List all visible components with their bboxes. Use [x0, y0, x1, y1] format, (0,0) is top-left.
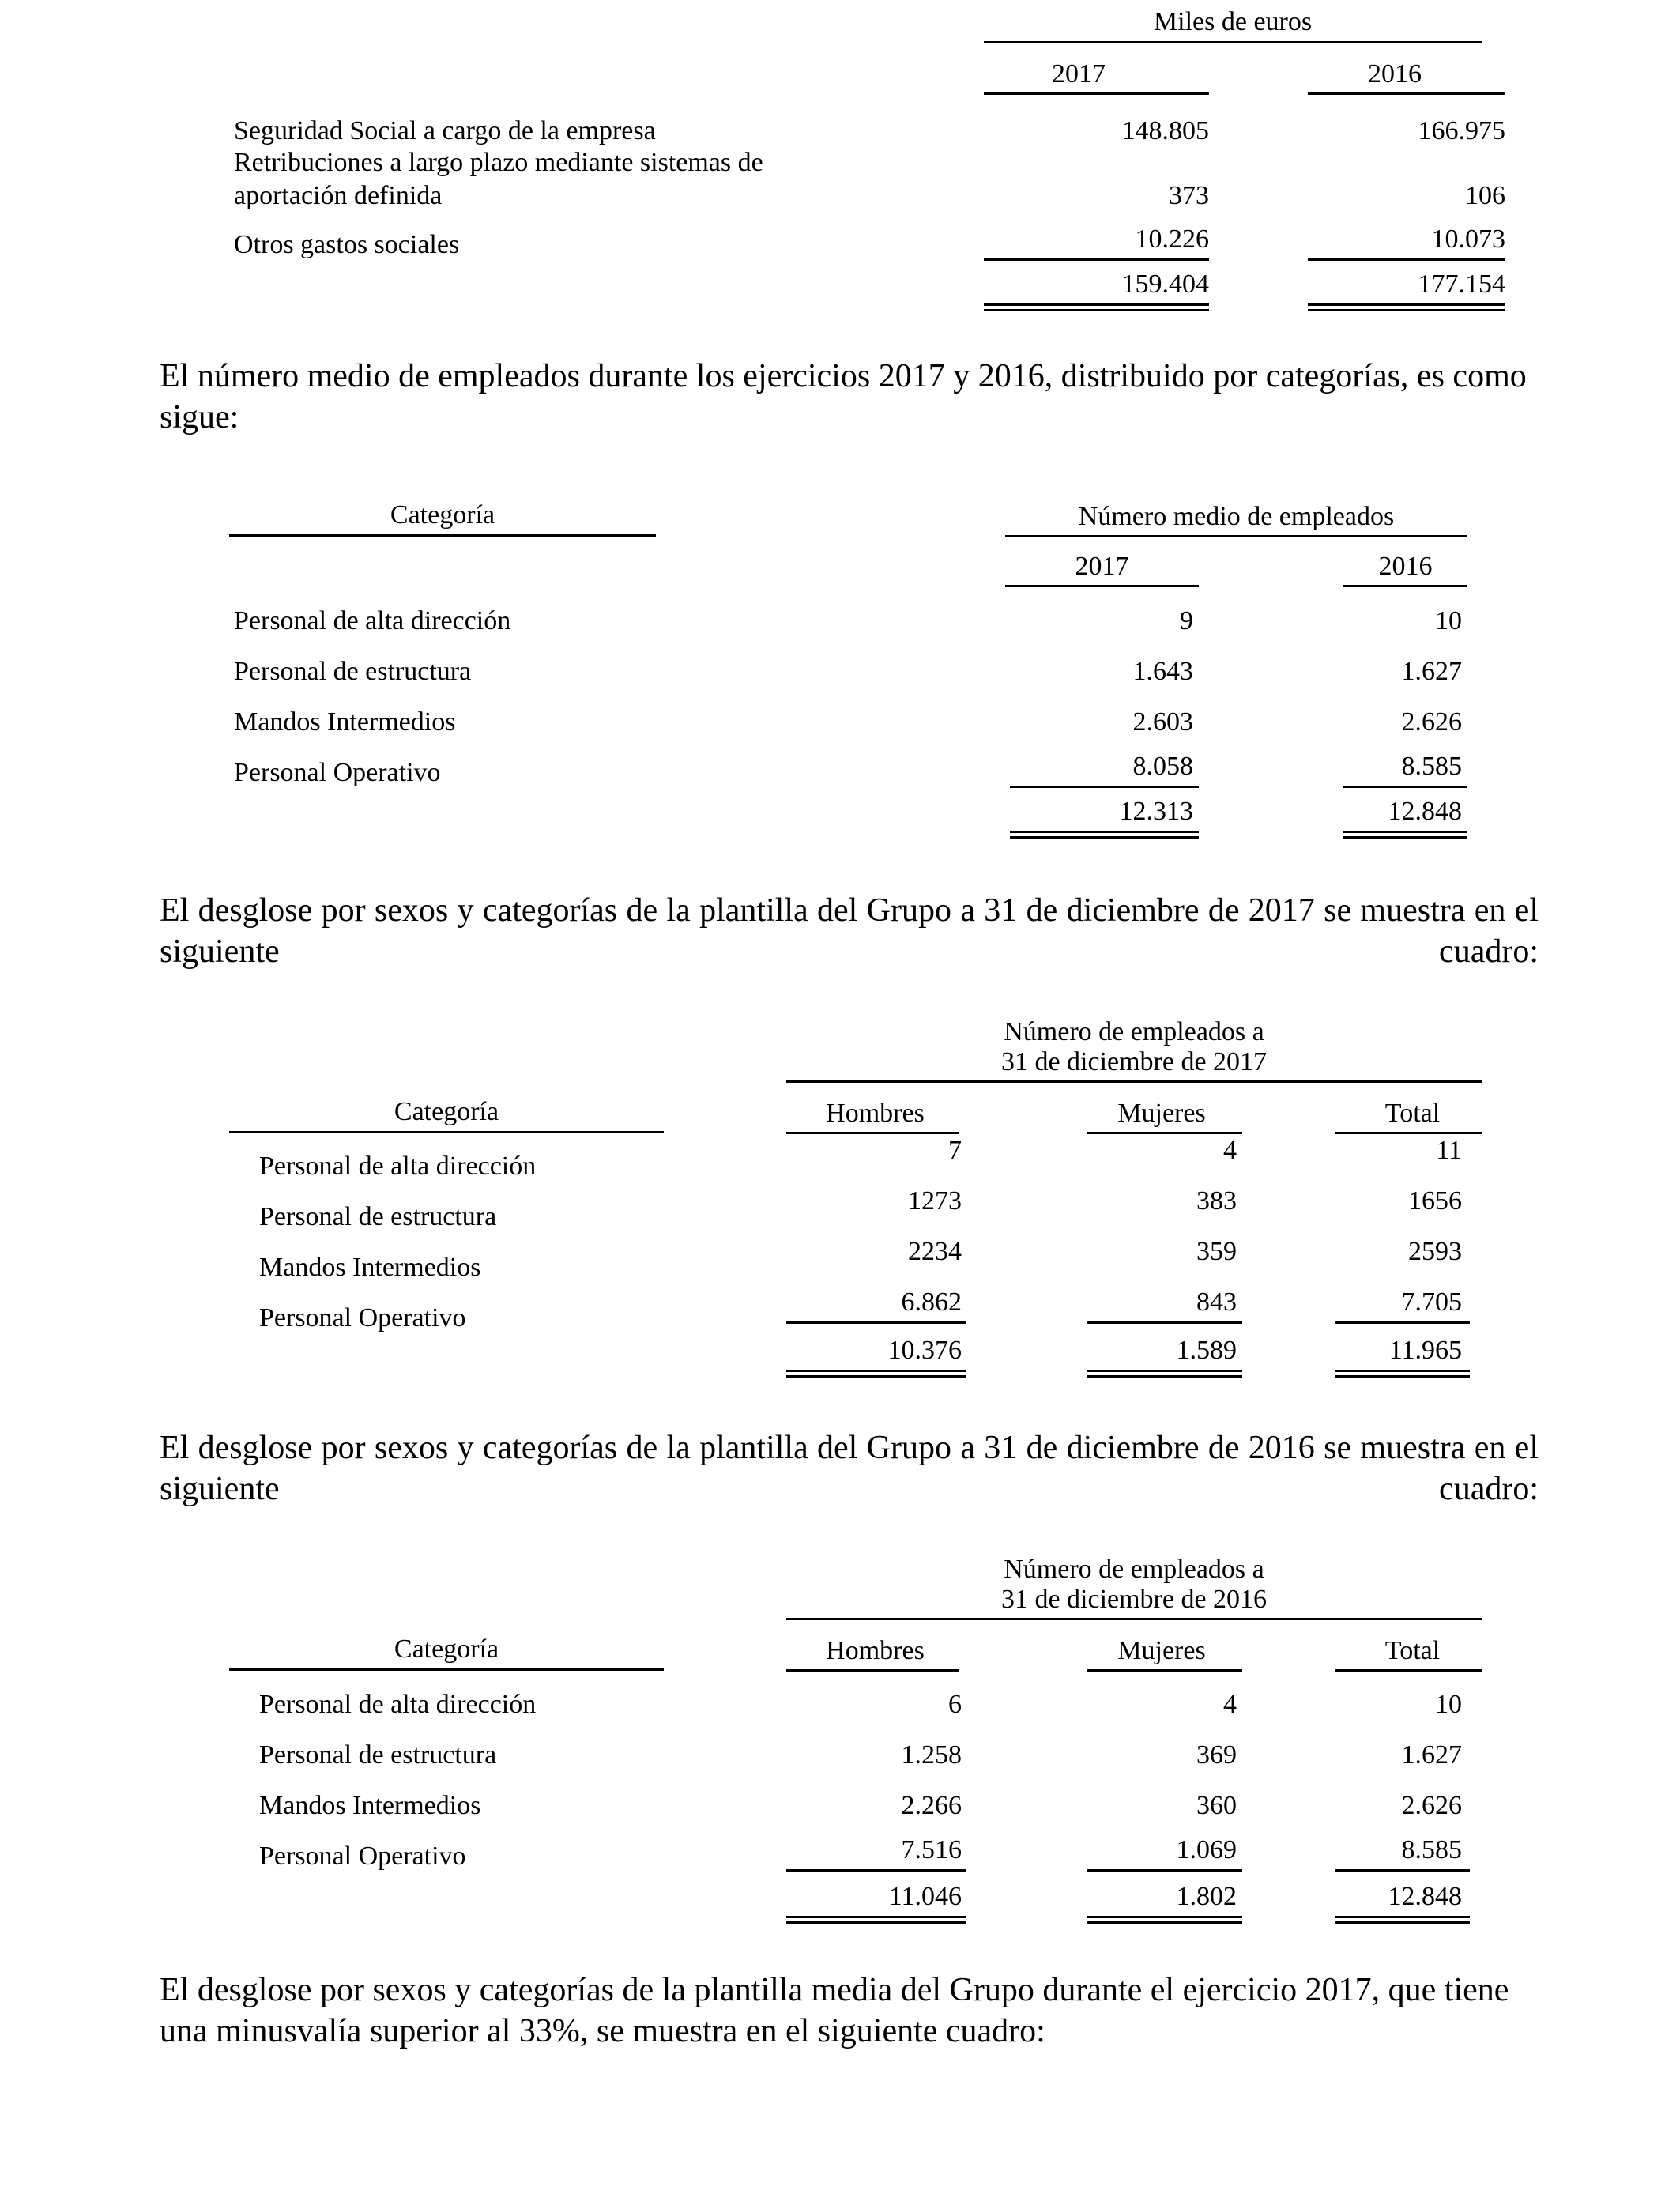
value-2017: 8.058	[1132, 752, 1193, 781]
value-mujeres: 360	[1196, 1791, 1237, 1820]
row-label: Personal de alta dirección	[259, 1152, 537, 1181]
row-label: Mandos Intermedios	[259, 1791, 481, 1820]
row-label: Personal de alta dirección	[234, 606, 511, 635]
category-header-rule	[229, 534, 656, 537]
row-label: Personal Operativo	[259, 1842, 466, 1871]
value-mujeres: 4	[1223, 1136, 1237, 1165]
category-header: Categoría	[394, 1097, 499, 1126]
subtotal-rule	[1010, 786, 1199, 788]
subtotal-rule	[1335, 1321, 1470, 1324]
value-2016: 106	[1465, 181, 1505, 210]
row-label: Otros gastos sociales	[234, 230, 460, 259]
col-header-hombres: Hombres	[826, 1636, 925, 1665]
col-rule-mujeres	[1087, 1669, 1242, 1672]
value-hombres: 7.516	[901, 1835, 962, 1864]
value-mujeres: 1.069	[1176, 1835, 1237, 1864]
year-rule-2017	[1005, 585, 1199, 587]
row-label-line1: Retribuciones a largo plazo mediante sistemas de	[234, 148, 763, 177]
value-2016: 8.585	[1401, 752, 1462, 781]
col-header-total: Total	[1384, 1636, 1441, 1665]
total-double-rule	[1087, 1370, 1242, 1378]
col-rule-total	[1335, 1669, 1482, 1672]
total-2017: 159.404	[1121, 270, 1209, 299]
total-double-rule	[1343, 831, 1467, 839]
value-total: 2593	[1408, 1237, 1462, 1266]
row-label: Mandos Intermedios	[259, 1253, 481, 1282]
total-total: 12.848	[1388, 1882, 1462, 1911]
paragraph-breakdown-2016	[160, 1427, 1539, 1510]
row-label: Personal Operativo	[234, 758, 441, 787]
value-2017: 10.226	[1135, 224, 1209, 254]
total-double-rule	[1010, 831, 1199, 839]
year-rule-2016	[1343, 585, 1467, 587]
subtotal-rule	[786, 1321, 966, 1324]
total-double-rule	[1308, 303, 1505, 311]
value-2017: 9	[1180, 606, 1193, 635]
group-header-line2: 31 de diciembre de 2017	[1000, 1047, 1268, 1076]
group-header-rule	[786, 1080, 1482, 1083]
value-total: 10	[1435, 1690, 1462, 1719]
group-header-line1: Número de empleados a	[1004, 1017, 1264, 1046]
value-2017: 148.805	[1121, 116, 1209, 145]
year-rule-2016	[1308, 92, 1505, 95]
category-header-rule	[229, 1131, 664, 1133]
value-total: 7.705	[1401, 1287, 1462, 1317]
col-header-mujeres: Mujeres	[1117, 1099, 1206, 1128]
col-rule-hombres	[786, 1132, 959, 1134]
year-header-2016: 2016	[1378, 552, 1433, 581]
value-total: 8.585	[1401, 1835, 1462, 1864]
category-header: Categoría	[390, 500, 495, 530]
total-mujeres: 1.589	[1176, 1336, 1237, 1365]
total-double-rule	[1087, 1916, 1242, 1924]
total-total: 11.965	[1388, 1336, 1462, 1365]
group-header-line1: Número de empleados a	[1004, 1555, 1264, 1584]
total-double-rule	[786, 1916, 966, 1924]
row-label: Personal de estructura	[234, 657, 472, 686]
col-rule-mujeres	[1087, 1132, 1242, 1134]
category-header-rule	[229, 1668, 664, 1671]
value-2016: 10.073	[1431, 224, 1505, 254]
total-double-rule	[786, 1370, 966, 1378]
value-hombres: 2234	[908, 1237, 962, 1266]
year-header-2017: 2017	[1052, 59, 1106, 89]
total-mujeres: 1.802	[1176, 1882, 1237, 1911]
value-hombres: 1273	[908, 1186, 962, 1216]
subtotal-rule	[1308, 258, 1505, 261]
average-employees-header: Número medio de empleados	[1078, 502, 1395, 531]
year-header-2017: 2017	[1075, 552, 1129, 581]
subtotal-rule	[1087, 1321, 1242, 1324]
subtotal-rule	[1087, 1869, 1242, 1872]
paragraph-text: El desglose por sexos y categorías de la plantilla del Grupo a 31 de diciembre de 2017 se muestra en el siguiente cuadro:	[160, 892, 1539, 970]
value-2016: 10	[1435, 606, 1462, 635]
header-rule	[984, 41, 1482, 43]
row-label: Personal Operativo	[259, 1303, 466, 1333]
value-hombres: 6	[948, 1690, 962, 1719]
subtotal-rule	[786, 1869, 966, 1872]
subtotal-rule	[1335, 1869, 1470, 1872]
value-2017: 373	[1169, 181, 1209, 210]
value-2017: 1.643	[1132, 657, 1193, 686]
total-double-rule	[984, 303, 1209, 311]
col-rule-hombres	[786, 1669, 959, 1672]
paragraph-average-employees: El número medio de empleados durante los ejercicios 2017 y 2016, distribuido por categorías, es como sigue:	[160, 358, 1527, 435]
header-rule	[1005, 535, 1467, 537]
col-header-total: Total	[1384, 1099, 1441, 1128]
group-header-rule	[786, 1618, 1482, 1620]
value-2016: 2.626	[1401, 707, 1462, 737]
total-2016: 177.154	[1418, 270, 1505, 299]
currency-header: Miles de euros	[1153, 7, 1313, 36]
value-total: 1656	[1408, 1186, 1462, 1216]
total-2016: 12.848	[1388, 797, 1462, 826]
value-hombres: 6.862	[901, 1287, 962, 1317]
value-total: 11	[1436, 1136, 1462, 1165]
subtotal-rule	[1343, 786, 1467, 788]
value-total: 2.626	[1401, 1791, 1462, 1820]
subtotal-rule	[984, 258, 1209, 261]
year-rule-2017	[984, 92, 1209, 95]
col-header-mujeres: Mujeres	[1117, 1636, 1206, 1665]
paragraph-breakdown-2017	[160, 890, 1539, 972]
year-header-2016: 2016	[1368, 59, 1422, 89]
total-hombres: 11.046	[888, 1882, 962, 1911]
group-header-line2: 31 de diciembre de 2016	[1000, 1585, 1268, 1614]
value-hombres: 2.266	[901, 1791, 962, 1820]
value-mujeres: 359	[1196, 1237, 1237, 1266]
value-hombres: 7	[948, 1136, 962, 1165]
row-label: Seguridad Social a cargo de la empresa	[234, 116, 656, 145]
paragraph-text: El desglose por sexos y categorías de la plantilla del Grupo a 31 de diciembre de 2016 se muestra en el siguiente cuadro:	[160, 1430, 1539, 1507]
row-label-line2: aportación definida	[234, 181, 443, 210]
value-mujeres: 4	[1223, 1690, 1237, 1719]
row-label: Personal de alta dirección	[259, 1690, 537, 1719]
value-total: 1.627	[1401, 1740, 1462, 1770]
total-hombres: 10.376	[887, 1336, 962, 1365]
total-2017: 12.313	[1119, 797, 1193, 826]
value-mujeres: 383	[1196, 1186, 1237, 1216]
col-header-hombres: Hombres	[826, 1099, 925, 1128]
col-rule-total	[1335, 1132, 1482, 1134]
value-mujeres: 369	[1196, 1740, 1237, 1770]
paragraph-disability-breakdown: El desglose por sexos y categorías de la plantilla media del Grupo durante el ejercicio 2017, que tiene una minusvalía superior al 33%, se muestra en el siguiente cuadro:	[160, 1972, 1509, 2049]
row-label: Personal de estructura	[259, 1202, 497, 1231]
value-mujeres: 843	[1196, 1287, 1237, 1317]
category-header: Categoría	[394, 1634, 499, 1664]
total-double-rule	[1335, 1916, 1470, 1924]
row-label: Mandos Intermedios	[234, 707, 456, 737]
row-label: Personal de estructura	[259, 1740, 497, 1770]
value-2016: 166.975	[1418, 116, 1505, 145]
total-double-rule	[1335, 1370, 1470, 1378]
value-hombres: 1.258	[901, 1740, 962, 1770]
value-2016: 1.627	[1401, 657, 1462, 686]
value-2017: 2.603	[1132, 707, 1193, 737]
